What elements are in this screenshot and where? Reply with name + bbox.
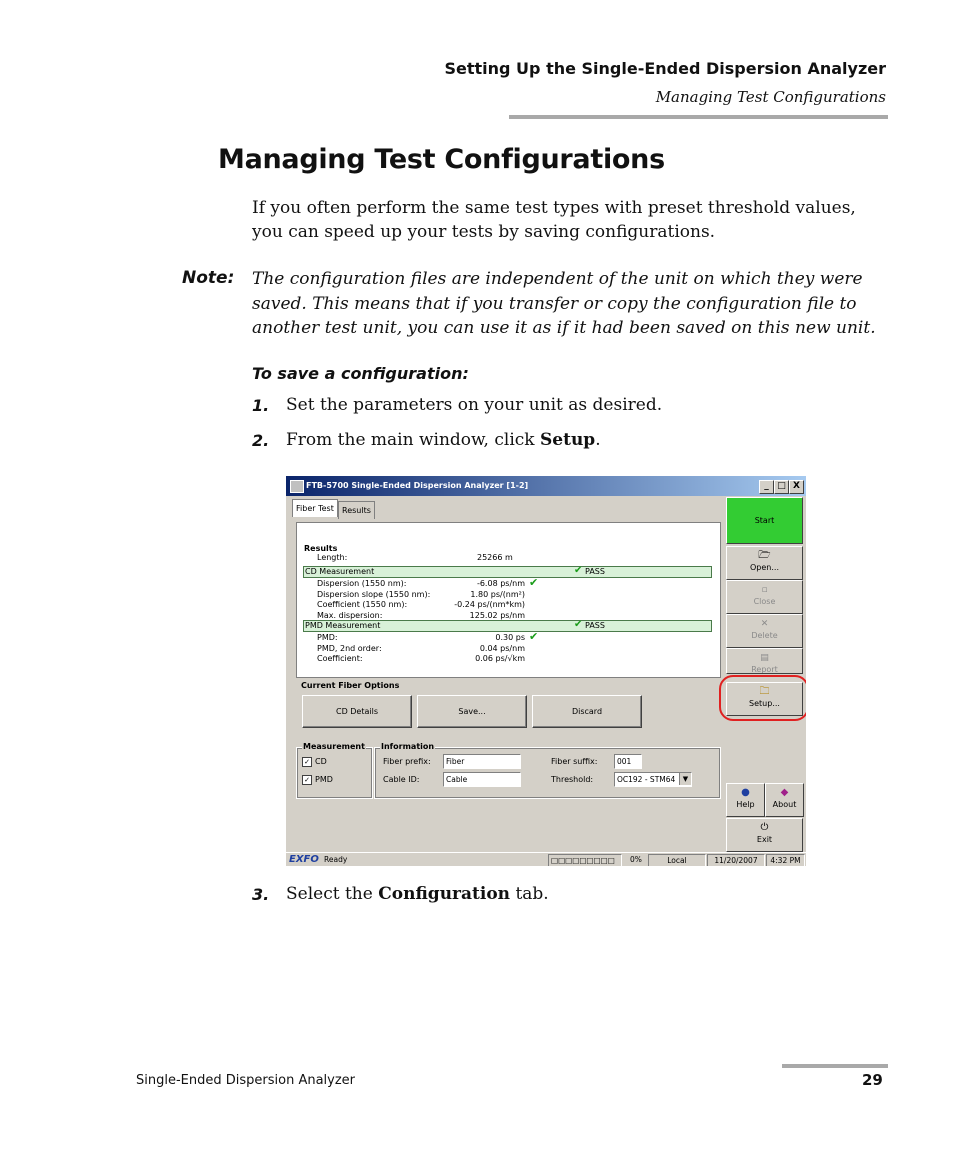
open-label: Open...	[750, 563, 779, 572]
cd-row-label: Coefficient (1550 nm):	[317, 600, 408, 609]
exit-label: Exit	[756, 835, 773, 844]
pmd-row-value: 0.04 ps/nm	[479, 643, 525, 653]
cable-id-label: Cable ID:	[383, 775, 420, 784]
fiber-suffix-label: Fiber suffix:	[551, 757, 598, 766]
window-titlebar	[286, 476, 806, 496]
fiber-prefix-input[interactable]: Fiber	[443, 754, 521, 769]
results-panel	[296, 522, 721, 678]
check-icon: ✔	[529, 630, 539, 643]
pmd-measurement-bar	[303, 620, 712, 632]
cd-row-label: Dispersion (1550 nm):	[317, 579, 407, 588]
highlight-circle	[719, 675, 806, 721]
chapter-title: Setting Up the Single-Ended Dispersion Analyzer	[444, 59, 886, 78]
step-number: 3.	[252, 885, 270, 904]
power-icon: ⏻	[760, 822, 769, 833]
save-button[interactable]: Save...	[417, 695, 527, 728]
check-icon: ✔	[574, 565, 583, 576]
threshold-label: Threshold:	[551, 775, 594, 784]
cd-checkbox[interactable]: ✓	[302, 757, 312, 767]
pmd-labels	[317, 633, 382, 665]
pmd-measurement-header: PMD Measurement	[305, 621, 381, 630]
step-3	[252, 885, 269, 904]
pmd-checkbox-label: PMD	[315, 775, 333, 784]
window-title: FTB-5700 Single-Ended Dispersion Analyzer [1-2]	[306, 481, 529, 490]
cd-checkbox-label: CD	[315, 757, 327, 766]
fiber-options-title: Current Fiber Options	[301, 681, 400, 690]
note-text: The configuration files are independent of the unit on which they were saved. This means that if you transfer or copy the configuration file to another test unit, you can use it as if it had been saved on this new unit.	[252, 269, 876, 338]
cd-measurement-bar	[303, 566, 712, 578]
report-button[interactable]	[726, 648, 803, 674]
about-button[interactable]	[765, 783, 804, 817]
pmd-row-label: PMD, 2nd order:	[317, 643, 382, 653]
delete-button[interactable]	[726, 614, 803, 648]
pmd-status: PASS	[585, 621, 605, 630]
cd-details-button[interactable]: CD Details	[302, 695, 412, 728]
pmd-values	[445, 633, 525, 665]
step-3-text: Select the Configuration tab.	[286, 884, 549, 904]
close-label: Close	[753, 597, 776, 606]
fiber-suffix-input[interactable]: 001	[614, 754, 642, 769]
step-2	[252, 431, 269, 450]
about-icon: ◆	[780, 787, 789, 798]
cd-row-label: Max. dispersion:	[317, 610, 383, 620]
pmd-row-label: Coefficient:	[317, 654, 363, 663]
cd-row-value: -0.24 ps/(nm*km)	[454, 600, 525, 609]
length-label: Length:	[317, 553, 348, 562]
cd-row-label: Dispersion slope (1550 nm):	[317, 589, 431, 599]
results-title: Results	[304, 544, 338, 553]
delete-label: Delete	[751, 631, 778, 640]
step-1-text: Set the parameters on your unit as desired.	[286, 395, 663, 415]
help-button[interactable]	[726, 783, 765, 817]
header-rule	[509, 115, 888, 119]
close-window-button[interactable]: X	[789, 480, 804, 494]
threshold-value: OC192 - STM64	[617, 775, 676, 784]
pmd-row-value: 0.30 ps	[495, 633, 525, 642]
section-title: Managing Test Configurations	[655, 88, 886, 106]
fiber-prefix-label: Fiber prefix:	[383, 757, 431, 766]
page-heading: Managing Test Configurations	[218, 144, 665, 175]
pmd-checkbox[interactable]: ✓	[302, 775, 312, 785]
status-bar	[286, 852, 806, 866]
information-title: Information	[381, 742, 435, 751]
progress-percent: 0%	[630, 855, 642, 864]
setup-label: Setup...	[749, 699, 780, 708]
cd-measurement-header: CD Measurement	[305, 567, 375, 576]
close-button[interactable]	[726, 580, 803, 614]
measurement-group	[296, 747, 373, 799]
length-value: 25266 m	[477, 553, 513, 562]
delete-icon: ✕	[760, 619, 769, 629]
about-label: About	[772, 800, 797, 809]
cd-row-value: 125.02 ps/nm	[469, 610, 525, 620]
note-label: Note:	[182, 268, 235, 288]
cd-labels	[317, 579, 430, 621]
cd-row-value: 1.80 ps/(nm²)	[470, 589, 525, 599]
procedure-title: To save a configuration:	[252, 364, 469, 383]
date-cell	[707, 854, 765, 866]
step-2-text: From the main window, click Setup.	[286, 430, 601, 450]
help-icon: ●	[741, 787, 750, 798]
step-1	[252, 396, 269, 415]
date-text: 11/20/2007	[714, 856, 758, 865]
open-button[interactable]	[726, 546, 803, 580]
page-number: 29	[862, 1071, 883, 1089]
status-text: Ready	[324, 855, 348, 864]
footer-rule	[782, 1064, 888, 1068]
app-icon	[290, 480, 304, 493]
pmd-row-label: PMD:	[317, 633, 338, 642]
app-screenshot	[286, 476, 806, 866]
progress-cell	[548, 854, 622, 866]
exit-button[interactable]	[726, 818, 803, 852]
pmd-row-value: 0.06 ps/√km	[475, 654, 525, 663]
cable-id-input[interactable]: Cable	[443, 772, 521, 787]
measurement-title: Measurement	[303, 742, 365, 751]
document-icon: ▫	[761, 585, 768, 595]
mode-text: Local	[667, 856, 687, 865]
chevron-down-icon[interactable]: ▼	[679, 773, 691, 785]
help-label: Help	[736, 800, 755, 809]
folder-icon: 🗁	[758, 550, 771, 561]
time-text: 4:32 PM	[770, 856, 801, 865]
cd-status: PASS	[585, 567, 605, 576]
start-button[interactable]: Start	[726, 497, 803, 544]
setup-icon: 🗀	[759, 686, 770, 697]
cd-row-value: -6.08 ps/nm	[476, 579, 525, 588]
exfo-logo: EXFO	[289, 854, 319, 865]
check-icon: ✔	[529, 576, 539, 589]
maximize-button[interactable]: □	[774, 480, 789, 494]
tab-results[interactable]: Results	[338, 501, 375, 519]
minimize-button[interactable]: _	[759, 480, 774, 494]
report-label: Report	[751, 665, 778, 674]
check-icon: ✔	[574, 619, 583, 630]
progress-text: □□□□□□□□□	[551, 856, 615, 865]
step-number: 2.	[252, 431, 270, 450]
time-cell	[766, 854, 805, 866]
footer-title: Single-Ended Dispersion Analyzer	[136, 1073, 356, 1088]
mode-cell	[648, 854, 706, 866]
tab-fiber-test[interactable]: Fiber Test	[292, 499, 338, 517]
intro-paragraph: If you often perform the same test types with preset threshold values, you can speed up your tests by saving configurations.	[252, 198, 856, 242]
discard-button[interactable]: Discard	[532, 695, 642, 728]
threshold-select[interactable]	[614, 772, 692, 787]
cd-values	[445, 579, 525, 621]
step-number: 1.	[252, 396, 270, 415]
report-icon: ▤	[760, 653, 769, 663]
